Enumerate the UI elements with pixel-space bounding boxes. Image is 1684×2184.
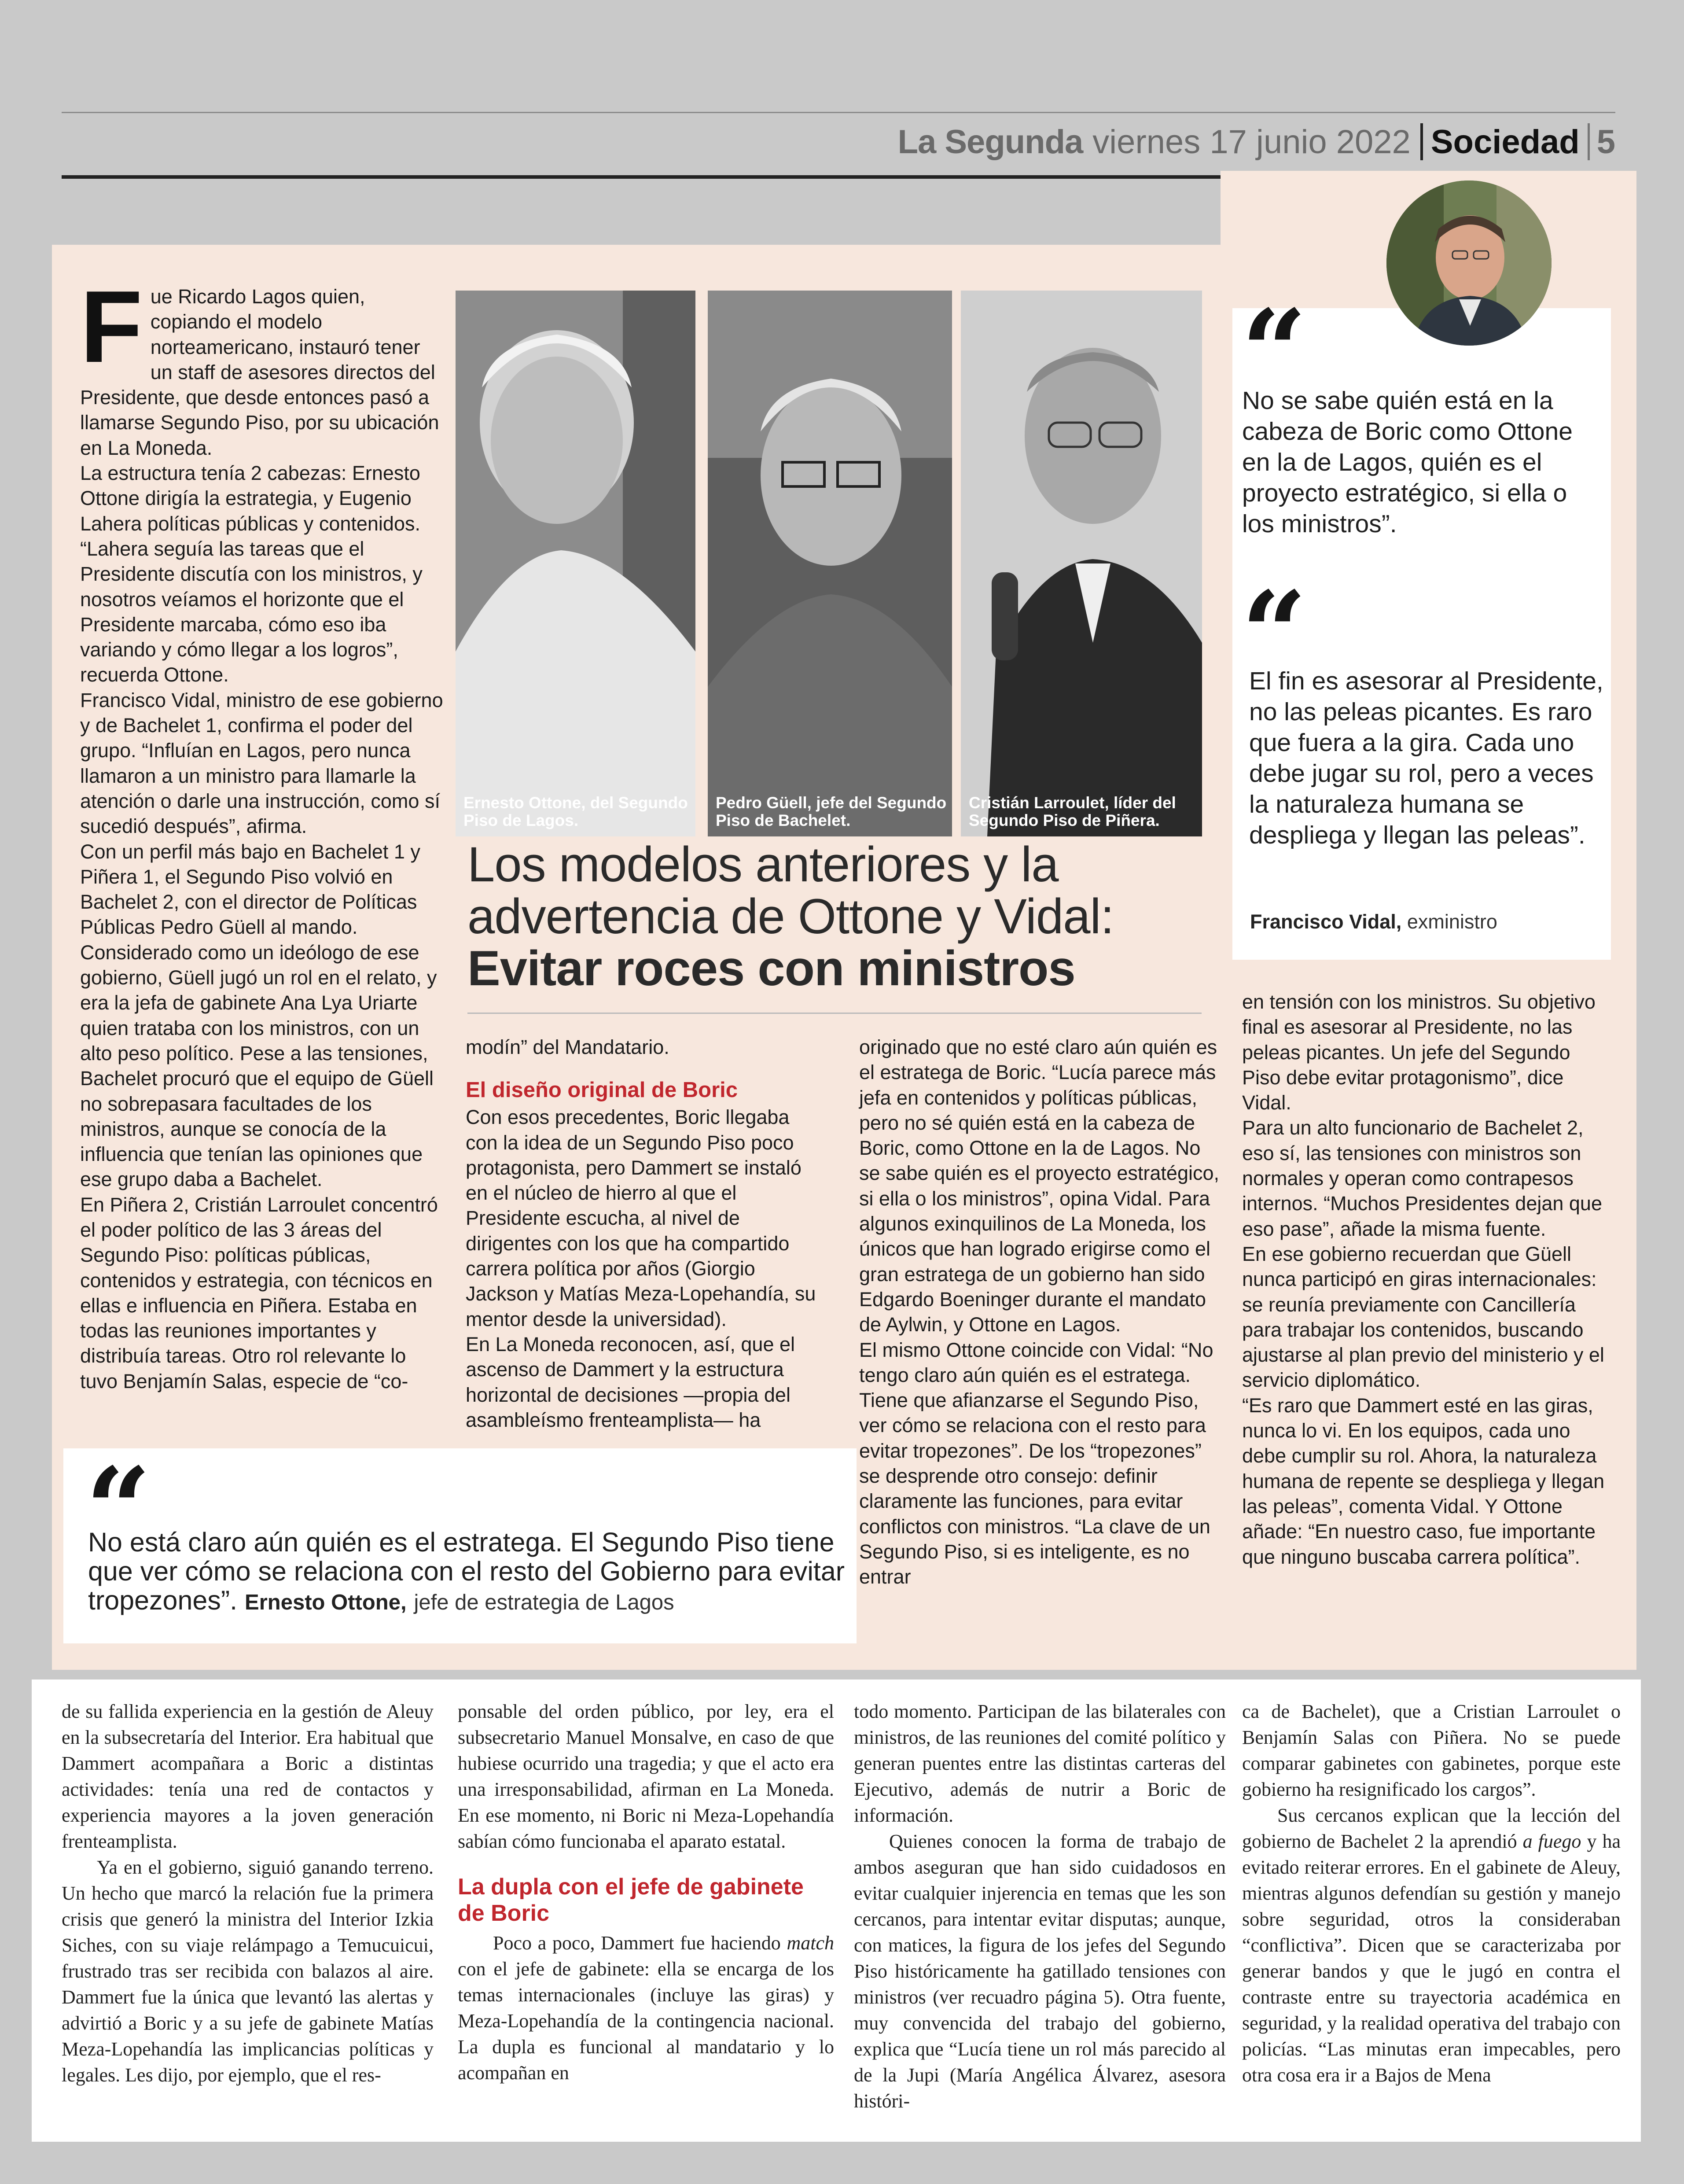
paragraph: todo momento. Participan de las bilaterales con ministros, de las reuniones del comité político y generan puentes entre las distintas carteras del Ejecutivo, además de nutrir a Boric de información.: [854, 1701, 1226, 1826]
article-column-2: [466, 1035, 827, 1433]
pull-quote: El fin es asesorar al Presidente, no las peleas picantes. Es raro que fuera a la gira. Cada uno debe jugar su rol, pero a veces la naturaleza humana se despliega y llegan las peleas”.: [1249, 667, 1603, 849]
newspaper-name: La Segunda: [897, 123, 1083, 161]
quote-mark-icon: “: [1241, 567, 1307, 701]
photo-ottone: [456, 291, 695, 836]
lower-column-3: [854, 1698, 1226, 2114]
paragraph: Con esos precedentes, Boric llegaba con la idea de un Segundo Piso poco protagonista, pero Dammert se instaló en el núcleo de hierro al que el Presidente escucha, al nivel de dirigentes con los que ha compartido carrera política por años (Giorgio Jackson y Matías Meza-Lopehandía, su mentor desde la universidad).: [466, 1106, 816, 1330]
article-column-1: [80, 270, 445, 1394]
quote-mark-icon: “: [1241, 285, 1307, 419]
quote-attribution: [1250, 910, 1497, 933]
photo-larroulet: [961, 291, 1202, 836]
pull-quote: [88, 1528, 845, 1617]
paragraph: modín” del Mandatario.: [466, 1036, 669, 1058]
text-run-italic: a fuego: [1522, 1830, 1581, 1852]
paragraph: en tensión con los ministros. Su objetivo final es asesorar al Presidente, no las peleas picantes. Un jefe del Segundo Piso debe evitar protagonismo”, dice Vidal.: [1242, 991, 1596, 1114]
photo-caption: Ernesto Ottone, del Segundo Piso de Lagos.: [463, 794, 688, 829]
quote-author-role: jefe de estrategia de Lagos: [414, 1591, 674, 1614]
bottom-quote-box: [63, 1443, 857, 1643]
paragraph: Para un alto funcionario de Bachelet 2, eso sí, las tensiones con ministros son normales y operan como contrapesos internos. “Muchos Presidentes dejan que eso pase”, añade la misma fuente.: [1242, 1116, 1602, 1240]
photo-guell: [708, 291, 952, 836]
paragraph: El mismo Ottone coincide con Vidal: “No tengo claro aún quién es el estratega. Tiene que afianzarse el Segundo Piso, ver cómo se relaciona con el resto para evitar tropezones”. De los “tropezones” se desprende otro consejo: definir claramente las funciones, para evitar conflictos con ministros. “La clave de un Segundo Piso, si es inteligente, es no entrar: [859, 1338, 1213, 1588]
subheading: La dupla con el jefe de gabinete de Boric: [458, 1874, 804, 1926]
lower-column-1: [62, 1698, 434, 2088]
paragraph: ponsable del orden público, por ley, era el subsecretario Manuel Monsalve, en caso de que hubiese ocurrido una tragedia; y que el acto era una irresponsabilidad, afirman en La Moneda. En ese momento, ni Boric ni Meza-Lopehandía sabían cómo funcionaba el aparato estatal.: [458, 1701, 834, 1852]
quote-author: Francisco Vidal,: [1250, 910, 1402, 933]
lower-column-4: [1242, 1698, 1621, 2088]
paragraph: Con un perfil más bajo en Bachelet 1 y Piñera 1, el Segundo Piso volvió en Bachelet 2, con el director de Políticas Públicas Pedro Güell al mando. Considerado como un ideólogo de ese gobierno, Güell jugó un rol en el relato, y era la jefa de gabinete Ana Lya Uriarte quien trataba con los ministros, con un alto peso político. Pese a las tensiones, Bachelet procuró que el equipo de Güell no sobrepasara facultades de los ministros, aunque se conocía de la influencia que tenían las opiniones que ese grupo daba a Bachelet.: [80, 840, 437, 1191]
lower-column-2: [458, 1698, 834, 2086]
paragraph: [1242, 1802, 1621, 2088]
page-number: 5: [1596, 123, 1615, 161]
paragraph: Ya en el gobierno, siguió ganando terreno. Un hecho que marcó la relación fue la primera crisis que generó la ministra del Interior Izkia Siches, con su viaje relámpago a Temucuicui, frustrado tras ser recibida con balazos al aire. Dammert fue la única que levantó las alertas y advirtió a Boric y a su jefe de gabinete Matías Meza-Lopehandía las implicancias políticas y legales. Les dijo, por ejemplo, que el res-: [62, 1856, 434, 2086]
quote-mark-icon: “: [85, 1443, 151, 1577]
quote-author: Ernesto Ottone,: [245, 1591, 407, 1614]
text-run-italic: match: [787, 1932, 834, 1954]
paragraph: En ese gobierno recuerdan que Güell nunca participó en giras internacionales: se reunía previamente con Cancillería para trabajar los contenidos, buscando ajustarse al plan previo del ministerio y el servicio diplomático.: [1242, 1242, 1604, 1392]
paragraph: de su fallida experiencia en la gestión de Aleuy en la subsecretaría del Interior. Era habitual que Dammert acompañara a Boric a distintas actividades: tenía una red de contactos y experiencia mayores a la joven generación frenteamplista.: [62, 1701, 434, 1852]
paragraph: [458, 1930, 834, 2086]
paragraph: ca de Bachelet), que a Cristian Larroulet o Benjamín Salas con Piñera. No se puede comparar gabinetes con gabinetes, porque este gobierno ha resignificado los cargos”.: [1242, 1701, 1621, 1800]
headline: [467, 839, 1216, 994]
quote-author-role: exministro: [1407, 910, 1497, 933]
article-column-3: [859, 1035, 1220, 1590]
headline-line-bold: Evitar roces con ministros: [467, 941, 1075, 996]
section-name: Sociedad: [1430, 123, 1580, 161]
paragraph: En La Moneda reconocen, así, que el ascenso de Dammert y la estructura horizontal de decisiones —propia del asambleísmo frenteamplista— ha: [466, 1333, 795, 1431]
masthead-divider: [1588, 123, 1590, 160]
masthead-divider: [1420, 123, 1423, 160]
paragraph: En Piñera 2, Cristián Larroulet concentró el poder político de las 3 áreas del Segundo Piso: políticas públicas, contenidos y estrategia, con técnicos en ellas e influencia en Piñera. Estaba en todas las reuniones importantes y distribuía tareas. Otro rol relevante lo tuvo Benjamín Salas, especie de “co-: [80, 1193, 438, 1392]
masthead: [898, 115, 1615, 168]
pull-quote: No se sabe quién está en la cabeza de Boric como Ottone en la de Lagos, quién es el proyecto estratégico, si ella o los ministros”.: [1242, 387, 1573, 538]
paragraph: “Es raro que Dammert esté en las giras, nunca lo vi. En los equipos, cada uno debe cumplir su rol. Ahora, la naturaleza humana de repente se despliega y llegan las peleas”, comenta Vidal. Y Ottone añade: “En nuestro caso, fue importante que ninguno buscaba carrera política”.: [1242, 1394, 1605, 1568]
headline-rule: [467, 1013, 1202, 1014]
pull-quote-text: No está claro aún quién es el estratega. El Segundo Piso tiene que ver cómo se relaciona con el resto del Gobierno para evitar tropezones”.: [88, 1527, 845, 1615]
paragraph: Quienes conocen la forma de trabajo de ambos aseguran que han sido cuidadosos en evitar cualquier injerencia en temas que les son cercanos, para intentar evitar disputas; aunque, con matices, la figura de los jefes del Segundo Piso históricamente ha gatillado tensiones con ministros (ver recuadro página 5). Otra fuente, muy convencida del trabajo del gobierno, explica que “Lucía tiene un rol más parecido al de la Jupi (María Angélica Álvarez, asesora históri-: [854, 1830, 1226, 2112]
issue-date: viernes 17 junio 2022: [1092, 123, 1411, 161]
photo-caption: Pedro Güell, jefe del Segundo Piso de Bachelet.: [716, 794, 947, 829]
photo-caption: Cristián Larroulet, líder del Segundo Piso de Piñera.: [969, 794, 1176, 829]
text-run: Sus cercanos explican que la lección del gobierno de Bachelet 2 la aprendió: [1242, 1805, 1621, 1852]
paragraph: originado que no esté claro aún quién es el estratega de Boric. “Lucía parece más jefa en contenidos y políticas públicas, pero no sé quién está en la cabeza de Boric, como Ottone en la de Lagos. No se sabe quién es el proyecto estratégico, si ella o los ministros”, opina Vidal. Para algunos exinquilinos de La Moneda, los únicos que han logrado erigirse como el gran estratega de un gobierno han sido Edgardo Boeninger durante el mandato de Aylwin, y Ottone en Lagos.: [859, 1036, 1219, 1336]
paragraph: ue Ricardo Lagos quien, copiando el modelo norteamericano, instauró tener un staff de asesores directos del Presidente, que desde entonces pasó a llamarse Segundo Piso, por su ubicación en La Moneda.: [80, 285, 439, 459]
portrait-photo: [1386, 180, 1552, 346]
text-run: y ha evitado reiterar errores. En el gabinete de Aleuy, mientras algunos defendían su gestión y manejo sobre seguridad, otros la consideraban “conflictiva”. Dicen que se caracterizaba por generar bandos y que le jugó en contra el contraste entre su trayectoria académica en seguridad, y la realidad operativa del trabajo con policías. “Las minutas eran impecables, pero otra cosa era ir a Bajos de Mena: [1242, 1830, 1621, 2086]
top-rule: [62, 112, 1615, 113]
text-run: Poco a poco, Dammert fue haciendo: [493, 1932, 787, 1954]
headline-line: Los modelos anteriores y la advertencia de Ottone y Vidal:: [467, 837, 1114, 944]
subheading: El diseño original de Boric: [466, 1078, 738, 1102]
paragraph: Francisco Vidal, ministro de ese gobierno y de Bachelet 1, confirma el poder del grupo. “Influían en Lagos, pero nunca llamaron a un ministro para llamarle la atención o darle una instrucción, como sí sucedió después”, afirma.: [80, 689, 443, 838]
paragraph: La estructura tenía 2 cabezas: Ernesto Ottone dirigía la estrategia, y Eugenio Lahera políticas públicas y contenidos. “Lahera seguía las tareas que el Presidente discutía con los ministros, y nosotros veíamos el horizonte que el Presidente marcaba, cómo eso iba variando y cómo llegar a los logros”, recuerda Ottone.: [80, 462, 423, 686]
article-column-4: [1242, 989, 1612, 1569]
drop-cap: F: [80, 270, 143, 384]
text-run: con el jefe de gabinete: ella se encarga de los temas internacionales (incluye las giras) y Meza-Lopehandía de la contingencia nacional. La dupla es funcional al mandatario y lo acompañan en: [458, 1958, 834, 2084]
